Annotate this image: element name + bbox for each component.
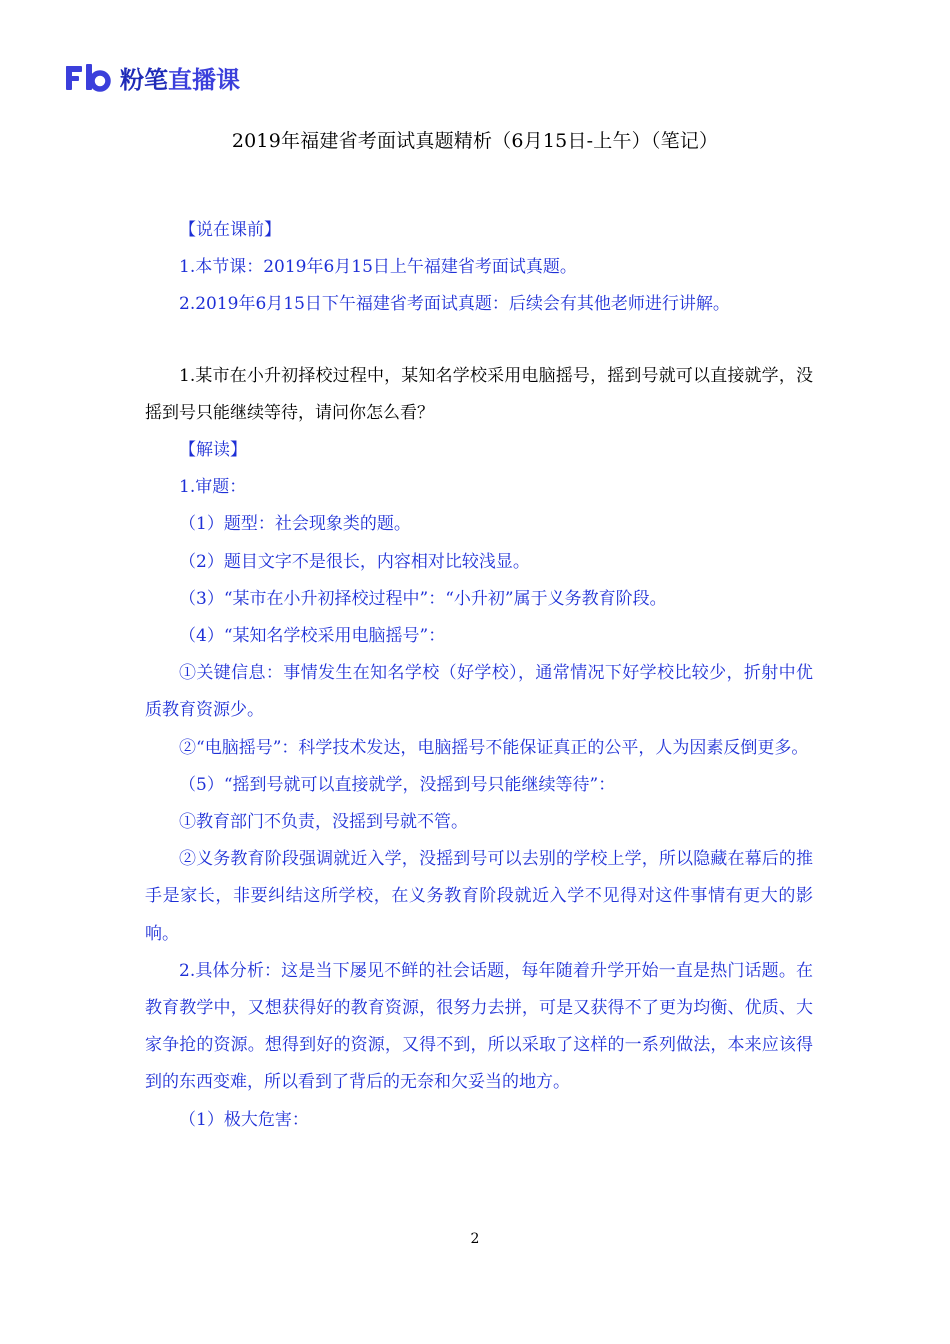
analysis-shenti: 1.审题： (179, 477, 247, 498)
analysis-point-4: （4）“某知名学校采用电脑摇号”： (179, 626, 446, 647)
analysis-point-4a: ①关键信息：事情发生在知名学校（好学校），通常情况下好学校比较少，折射中优质教育资源少。 (145, 663, 813, 721)
intro-heading: 【说在课前】 (179, 220, 281, 240)
analysis-point-1: （1）题型：社会现象类的题。 (179, 514, 411, 535)
analysis-point-7: （1）极大危害： (179, 1109, 309, 1130)
logo-wordmark (120, 60, 240, 95)
document-body (145, 212, 813, 1139)
analysis-point-6: 2.具体分析：这是当下屡见不鲜的社会话题，每年随着升学开始一直是热门话题。在教育教学中，又想获得好的教育资源，很努力去拼，可是又获得不了更为均衡、优质、大家争抢的资源。想得到好的资源，又得不到，所以采取了这样的一系列做法，本来应该得到的东西变难，所以看到了背后的无奈和欠妥当的地方。 (145, 960, 813, 1093)
analysis-point-5b: ②义务教育阶段强调就近入学，没摇到号可以去别的学校上学，所以隐藏在幕后的推手是家长，非要纠结这所学校，在义务教育阶段就近入学不见得对这件事情有更大的影响。 (145, 849, 813, 944)
intro-line-1: 1.本节课：2019年6月15日上午福建省考面试真题。 (179, 257, 577, 278)
analysis-point-4b: ②“电脑摇号”：科学技术发达，电脑摇号不能保证真正的公平，人为因素反倒更多。 (179, 737, 809, 758)
analysis-point-5a: ①教育部门不负责，没摇到号就不管。 (179, 812, 468, 833)
analysis-point-5: （5）“摇到号就可以直接就学，没摇到号只能继续等待”： (179, 774, 616, 795)
fenbi-logo (66, 60, 240, 95)
logo-product: 直播课 (168, 66, 240, 94)
page-number: 2 (470, 1231, 480, 1247)
analysis-point-2: （2）题目文字不是很长，内容相对比较浅显。 (179, 551, 530, 572)
logo-brand: 粉笔 (120, 66, 168, 94)
fb-logo-icon (66, 63, 112, 93)
analysis-point-3: （3）“某市在小升初择校过程中”：“小升初”属于义务教育阶段。 (179, 588, 667, 609)
document-title: 2019年福建省考面试真题精析（6月15日-上午）（笔记） (231, 130, 719, 152)
intro-line-2: 2.2019年6月15日下午福建省考面试真题：后续会有其他老师进行讲解。 (179, 294, 730, 315)
question-text: 1.某市在小升初择校过程中，某知名学校采用电脑摇号，摇到号就可以直接就学，没摇到号只能继续等待，请问你怎么看？ (145, 365, 813, 423)
analysis-heading: 【解读】 (179, 440, 247, 461)
